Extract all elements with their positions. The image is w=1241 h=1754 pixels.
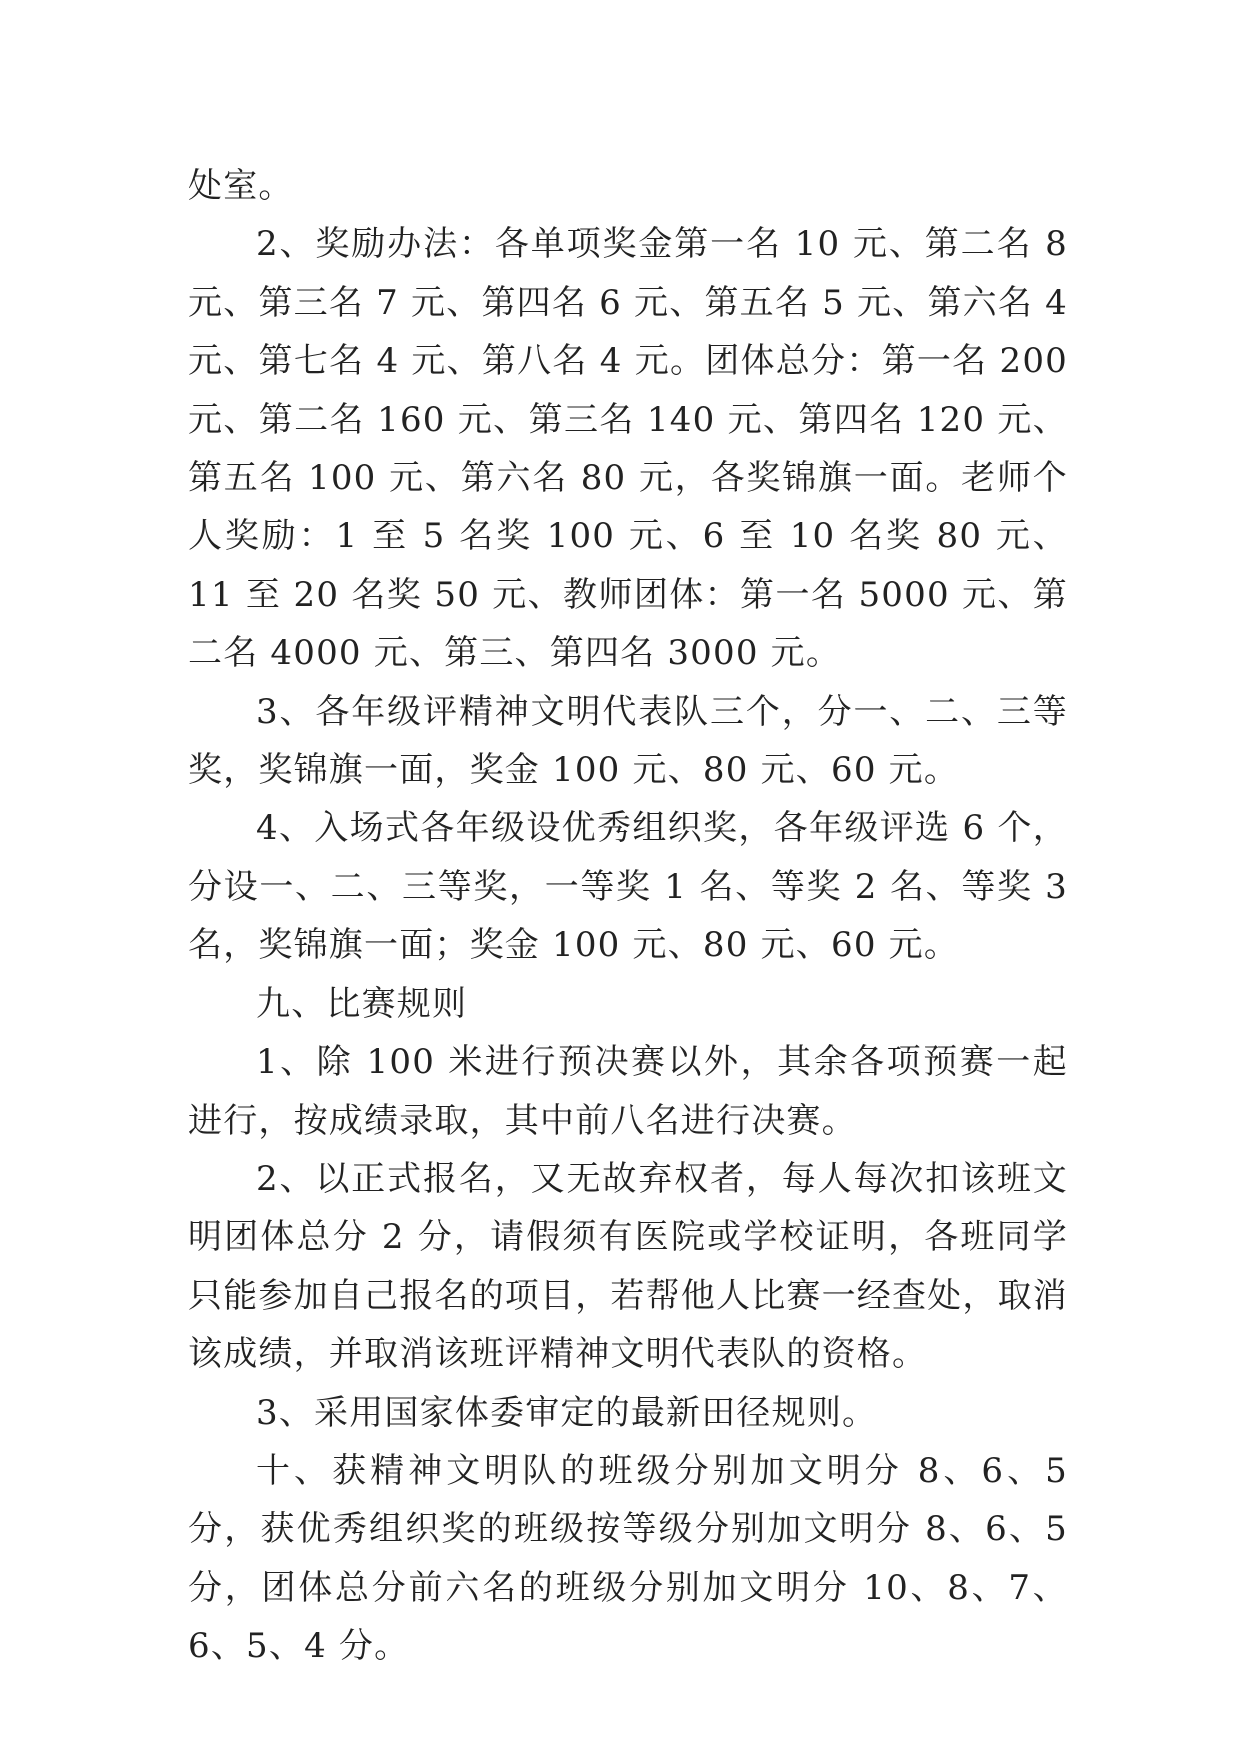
paragraph-rule-3: 3、采用国家体委审定的最新田径规则。 xyxy=(256,1392,878,1433)
document-body xyxy=(188,157,1068,1676)
section-heading-rules: 九、比赛规则 xyxy=(256,983,468,1024)
paragraph-spirit-team: 3、各年级评精神文明代表队三个，分一、二、三等奖，奖锦旗一面，奖金 100 元、80 元、60 元。 xyxy=(188,691,1068,791)
paragraph-organization-award: 4、入场式各年级设优秀组织奖，各年级评选 6 个，分设一、二、三等奖，一等奖 1 名、等奖 2 名、等奖 3 名，奖锦旗一面；奖金 100 元、80 元、60 元。 xyxy=(188,808,1068,966)
paragraph-section-ten: 十、获精神文明队的班级分别加文明分 8、6、5 分，获优秀组织奖的班级按等级分别加文明分 8、6、5 分，团体总分前六名的班级分别加文明分 10、8、7、6、5、4 分。 xyxy=(188,1450,1068,1667)
paragraph-continuation: 处室。 xyxy=(188,166,294,206)
paragraph-reward-method: 2、奖励办法：各单项奖金第一名 10 元、第二名 8 元、第三名 7 元、第四名 6 元、第五名 5 元、第六名 4 元、第七名 4 元、第八名 4 元。团体总分：第一名 200 元、第二名 160 元、第三名 140 元、第四名 120 元、第五名 100 元、第六名 80 元，各奖锦旗一面。老师个人奖励：1 至 5 名奖 100 元、6 至 10 名奖 80 元、11 至 20 名奖 50 元、教师团体：第一名 5000 元、第二名 4000 元、第三、第四名 3000 元。 xyxy=(188,224,1068,674)
paragraph-rule-1: 1、除 100 米进行预决赛以外，其余各项预赛一起进行，按成绩录取，其中前八名进行决赛。 xyxy=(188,1042,1068,1141)
paragraph-rule-2: 2、以正式报名，又无故弃权者，每人每次扣该班文明团体总分 2 分，请假须有医院或学校证明，各班同学只能参加自己报名的项目，若帮他人比赛一经查处，取消该成绩，并取消该班评精神文明代表队的资格。 xyxy=(188,1158,1068,1375)
